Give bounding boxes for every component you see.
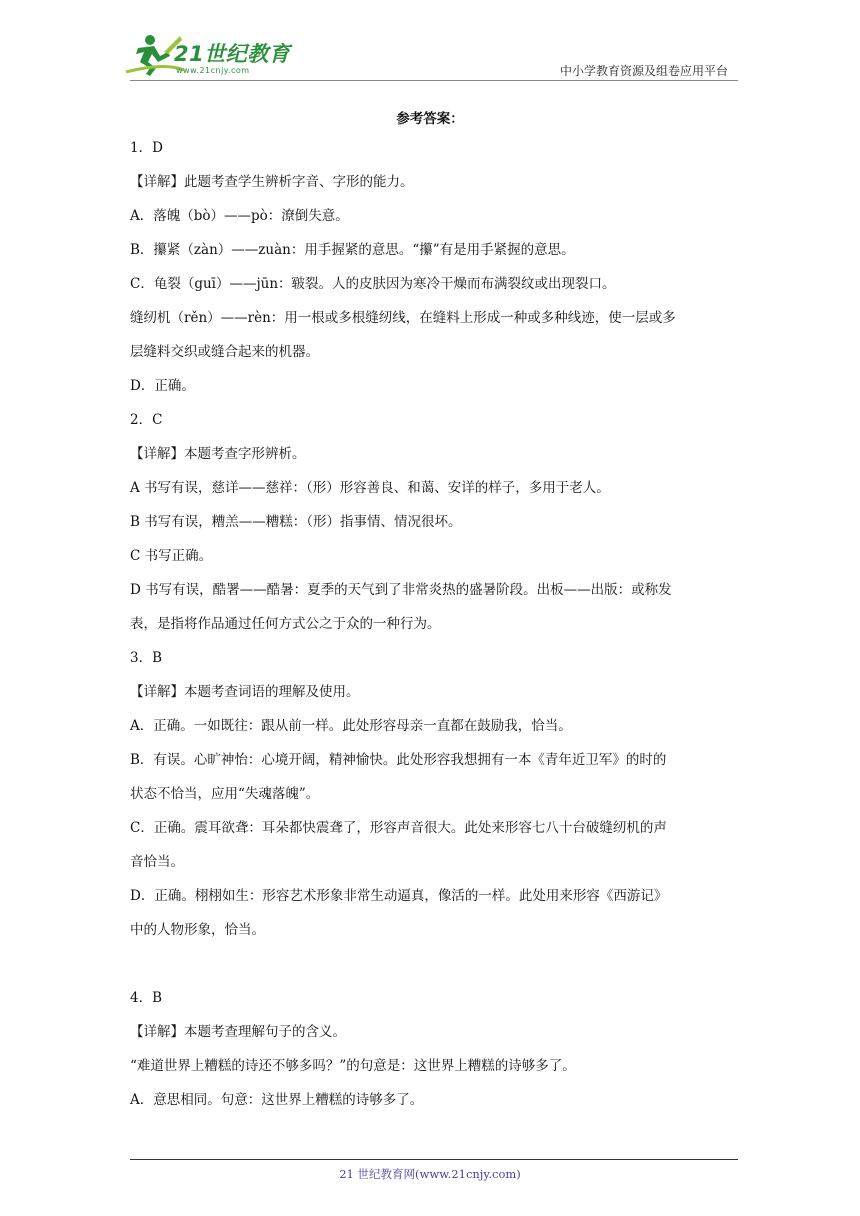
answer-content [130,131,736,1117]
text-line: A 书写有误，慈详——慈祥：（形）形容善良、和蔼、安详的样子，多用于老人。 [130,480,610,496]
header-platform-label: 中小学教育资源及组卷应用平台 [559,64,728,78]
text-line: 1．D [130,140,163,156]
footer-divider [130,1159,738,1160]
text-line: 4．B [130,990,163,1006]
text-line: “难道世界上糟糕的诗还不够多吗？”的句意是：这世界上糟糕的诗够多了。 [130,1058,576,1074]
text-line: 中的人物形象，恰当。 [130,922,265,938]
blank-line [130,947,736,981]
page-header [0,0,860,90]
text-line: 【详解】本题考查词语的理解及使用。 [130,684,360,700]
text-line: A．正确。一如既往：跟从前一样。此处形容母亲一直都在鼓励我，恰当。 [130,718,572,734]
text-line: 【详解】此题考查学生辨析字音、字形的能力。 [130,174,414,190]
text-line: 【详解】本题考查字形辨析。 [130,446,306,462]
text-line: C．正确。震耳欲聋：耳朵都快震聋了，形容声音很大。此处来形容七八十台破缝纫机的声 [130,820,667,836]
text-line: 音恰当。 [130,854,184,870]
text-line: 状态不恰当，应用“失魂落魄”。 [130,786,320,802]
text-line: 缝纫机（rěn）——rèn：用一根或多根缝纫线，在缝料上形成一种或多种线迹，使一层或多 [130,310,676,326]
text-line: 2．C [130,412,163,428]
logo-text: 21世纪教育 [174,42,291,66]
text-line: D．正确。 [130,378,195,394]
logo-subtext: www.21cnjy.com [176,66,250,75]
text-line: D．正确。栩栩如生：形容艺术形象非常生动逼真，像活的一样。此处用来形容《西游记》 [130,888,668,904]
text-line: B．攥紧（zàn）——zuàn：用手握紧的意思。“攥”有是用手紧握的意思。 [130,242,575,258]
text-line: C 书写正确。 [130,548,213,564]
footer-source: 21 世纪教育网(www.21cnjy.com) [339,1167,521,1181]
text-line: 表，是指将作品通过任何方式公之于众的一种行为。 [130,616,441,632]
text-line: B 书写有误，糟羔——糟糕：（形）指事情、情况很坏。 [130,514,462,530]
header-divider [130,80,738,81]
text-line: 层缝料交织或缝合起来的机器。 [130,344,319,360]
text-line: C．龟裂（guī）——jūn：皲裂。人的皮肤因为寒冷干燥而布满裂纹或出现裂口。 [130,276,616,292]
text-line: A．意思相同。句意：这世界上糟糕的诗够多了。 [130,1092,424,1108]
text-line: 3．B [130,650,163,666]
text-line: A．落魄（bò）——pò：潦倒失意。 [130,208,349,224]
text-line: 【详解】本题考查理解句子的含义。 [130,1024,346,1040]
page-title: 参考答案： [396,111,464,127]
text-line: D 书写有误，酷署——酷暑：夏季的天气到了非常炎热的盛暑阶段。出板——出版：或称发 [130,582,672,598]
text-line: B．有误。心旷神怡：心境开阔，精神愉快。此处形容我想拥有一本《青年近卫军》的时的 [130,752,667,768]
